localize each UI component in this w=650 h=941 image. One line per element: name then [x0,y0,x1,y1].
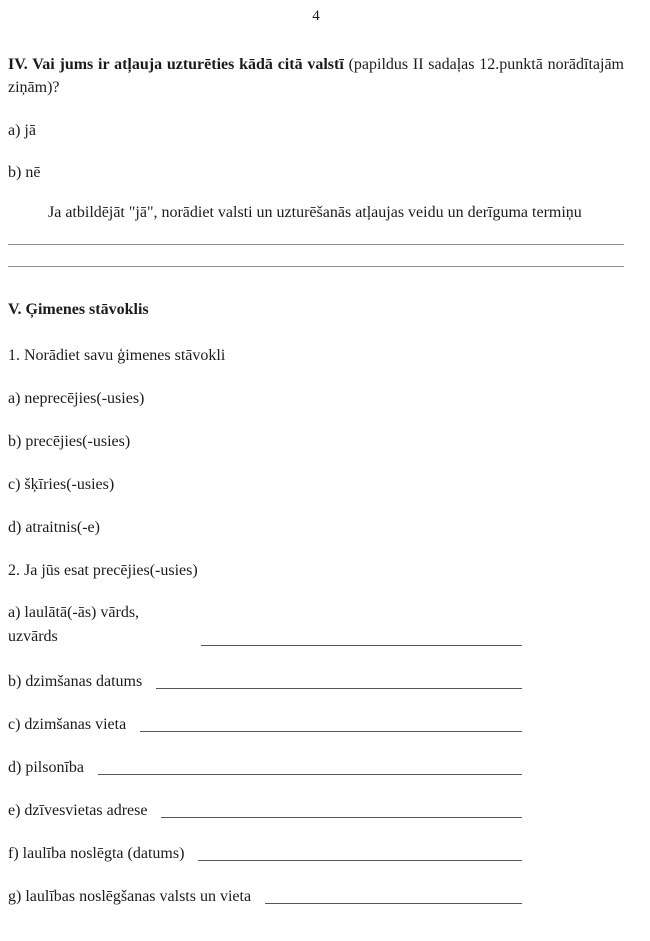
field-residence-address [8,801,522,821]
fill-line [8,266,624,267]
field-marriage-date [8,844,522,864]
fill-line [265,903,522,904]
section-iv-option-b: b) nē [8,164,41,181]
field-birth-place [8,715,522,735]
section-iv-heading-bold: IV. Vai jums ir atļauja uzturēties kādā citā valstī [8,56,344,73]
fill-line [198,860,522,861]
page-number: 4 [312,8,320,24]
fill-line [156,688,522,689]
fill-line [161,817,522,818]
question-2-label: 2. Ja jūs esat precējies(-usies) [8,562,198,579]
field-spouse-name [8,601,522,649]
question-1-option-b: b) precējies(-usies) [8,433,131,450]
field-label-line1: a) laulātā(-ās) vārds, [8,604,140,621]
field-birth-date [8,672,522,692]
field-label: b) dzimšanas datums [8,673,143,690]
field-label [8,601,139,649]
section-iv-heading-regular: (papildus II sadaļas 12.punktā norādītajām ziņām)? [8,56,624,96]
fill-line [140,731,522,732]
fill-line [8,244,624,245]
fill-line [98,774,522,775]
question-1-option-c: c) šķīries(-usies) [8,476,115,493]
field-label: d) pilsonība [8,759,84,776]
field-label: c) dzimšanas vieta [8,716,127,733]
section-iv-heading [8,53,624,99]
field-marriage-country-place [8,887,522,907]
field-label-line2: uzvārds [8,628,58,645]
question-1-label: 1. Norādiet savu ģimenes stāvokli [8,347,226,364]
question-1-option-a: a) neprecējies(-usies) [8,390,145,407]
question-1-option-d: d) atraitnis(-e) [8,519,100,536]
section-iv-option-a: a) jā [8,122,36,139]
fill-line [201,645,522,646]
section-v-heading: V. Ģimenes stāvoklis [8,301,149,318]
field-label: g) laulības noslēgšanas valsts un vieta [8,888,252,905]
section-iv-note: Ja atbildējāt "jā", norādiet valsti un uzturēšanās atļaujas veidu un derīguma termiņu [48,204,582,221]
field-label: f) laulība noslēgta (datums) [8,845,185,862]
field-label: e) dzīvesvietas adrese [8,802,148,819]
field-citizenship [8,758,522,778]
